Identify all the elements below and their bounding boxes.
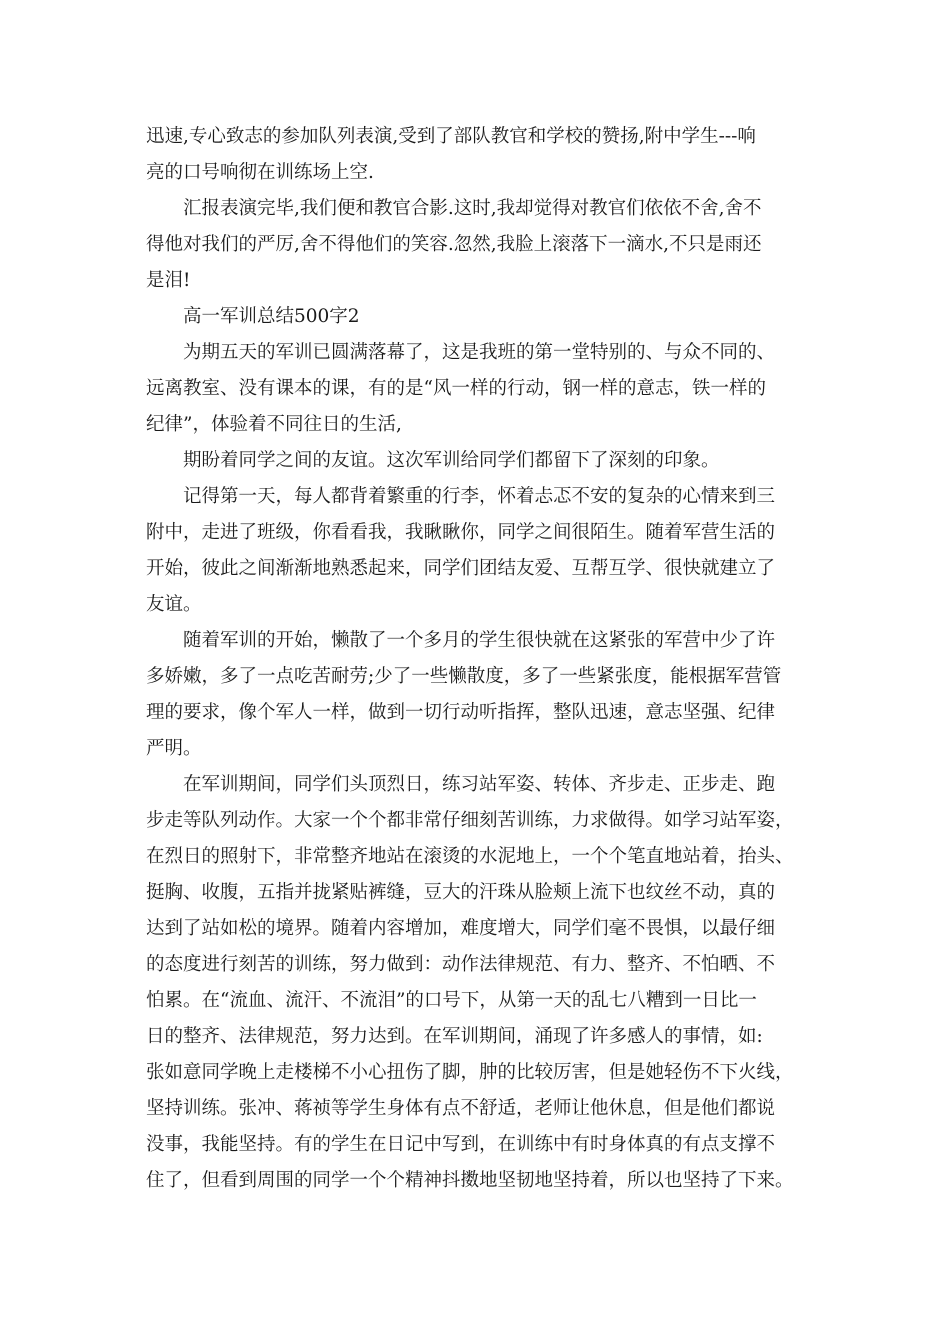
text-line: 张如意同学晚上走楼梯不小心扭伤了脚，肿的比较厉害，但是她轻伤不下火线， xyxy=(146,1062,794,1083)
text-line: 理的要求，像个军人一样，做到一切行动听指挥，整队迅速，意志坚强、纪律 xyxy=(146,702,776,723)
text-line: 得他对我们的严厉,舍不得他们的笑容.忽然,我脸上滚落下一滴水,不只是雨还 xyxy=(146,234,762,255)
text-line: 记得第一天，每人都背着繁重的行李，怀着忐忑不安的复杂的心情来到三 xyxy=(183,486,776,507)
text-line: 为期五天的军训已圆满落幕了，这是我班的第一堂特别的、与众不同的、 xyxy=(183,342,776,363)
text-line: 汇报表演完毕,我们便和教官合影.这时,我却觉得对教官们依依不舍,舍不 xyxy=(183,198,762,219)
text-line: 多娇嫩，多了一点吃苦耐劳;少了一些懒散度，多了一些紧张度，能根据军营管 xyxy=(146,666,782,687)
text-line: 是泪! xyxy=(146,270,191,291)
text-line: 远离教室、没有课本的课，有的是“风一样的行动，钢一样的意志，铁一样的 xyxy=(146,378,766,399)
text-line: 期盼着同学之间的友谊。这次军训给同学们都留下了深刻的印象。 xyxy=(183,450,720,471)
text-line: 附中，走进了班级，你看看我，我瞅瞅你，同学之间很陌生。随着军营生活的 xyxy=(146,522,776,543)
text-line: 在烈日的照射下，非常整齐地站在滚烫的水泥地上，一个个笔直地站着，抬头、 xyxy=(146,846,794,867)
text-line: 步走等队列动作。大家一个个都非常仔细刻苦训练，力求做得。如学习站军姿， xyxy=(146,810,794,831)
text-line: 亮的口号响彻在训练场上空. xyxy=(146,162,374,183)
text-line: 坚持训练。张冲、蒋祯等学生身体有点不舒适，老师让他休息，但是他们都说 xyxy=(146,1098,776,1119)
text-line: 怕累。在“流血、流汗、不流泪”的口号下，从第一天的乱七八糟到一日比一 xyxy=(146,990,757,1011)
text-line: 纪律”，体验着不同往日的生活, xyxy=(146,414,402,435)
text-line: 严明。 xyxy=(146,738,202,759)
text-line: 在军训期间，同学们头顶烈日，练习站军姿、转体、齐步走、正步走、跑 xyxy=(183,774,776,795)
text-line: 挺胸、收腹，五指并拢紧贴裤缝，豆大的汗珠从脸颊上流下也纹丝不动，真的 xyxy=(146,882,776,903)
section-heading: 高一军训总结500字2 xyxy=(183,306,360,327)
text-line: 随着军训的开始，懒散了一个多月的学生很快就在这紧张的军营中少了许 xyxy=(183,630,776,651)
text-line: 的态度进行刻苦的训练，努力做到：动作法律规范、有力、整齐、不怕晒、不 xyxy=(146,954,776,975)
text-line: 迅速,专心致志的参加队列表演,受到了部队教官和学校的赞扬,附中学生---响 xyxy=(146,126,756,147)
text-line: 日的整齐、法律规范，努力达到。在军训期间，涌现了许多感人的事情，如: xyxy=(146,1026,763,1047)
text-line: 没事，我能坚持。有的学生在日记中写到，在训练中有时身体真的有点支撑不 xyxy=(146,1134,776,1155)
text-line: 达到了站如松的境界。随着内容增加，难度增大，同学们毫不畏惧，以最仔细 xyxy=(146,918,776,939)
text-line: 友谊。 xyxy=(146,594,202,615)
text-line: 开始，彼此之间渐渐地熟悉起来，同学们团结友爱、互帮互学、很快就建立了 xyxy=(146,558,776,579)
text-line: 住了，但看到周围的同学一个个精神抖擞地坚韧地坚持着，所以也坚持了下来。 xyxy=(146,1170,794,1191)
